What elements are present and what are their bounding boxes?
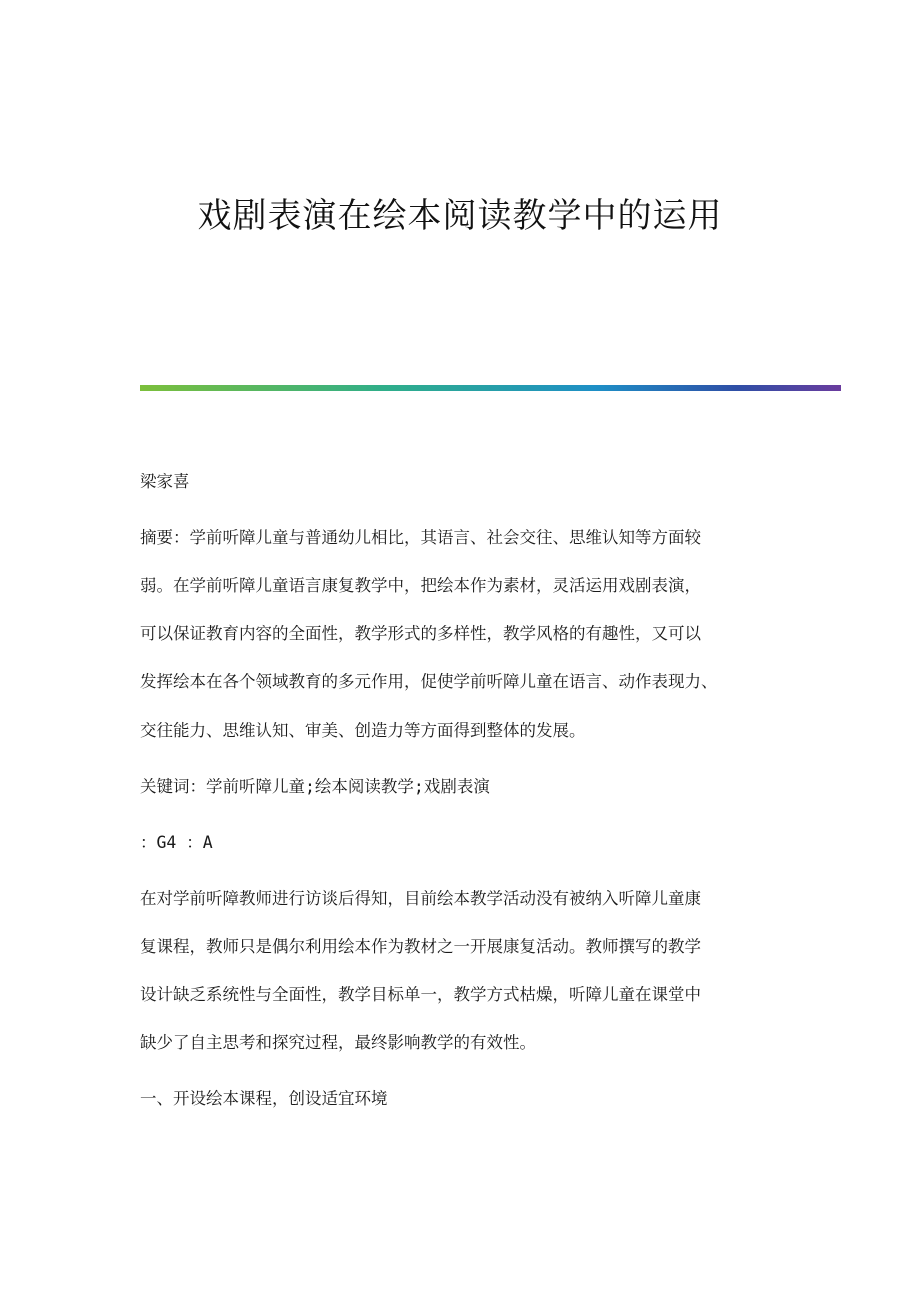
abstract-line: 弱。在学前听障儿童语言康复教学中，把绘本作为素材，灵活运用戏剧表演， (140, 576, 701, 595)
page-title: 戏剧表演在绘本阅读教学中的运用 (197, 196, 723, 236)
abstract-line: 交往能力、思维认知、审美、创造力等方面得到整体的发展。 (140, 721, 586, 740)
author-name: 梁家喜 (140, 472, 190, 491)
intro-line: 缺少了自主思考和探究过程，最终影响教学的有效性。 (140, 1033, 536, 1052)
abstract-line: 可以保证教育内容的全面性，教学形式的多样性，教学风格的有趣性，又可以 (140, 624, 701, 643)
abstract-line: 发挥绘本在各个领域教育的多元作用，促使学前听障儿童在语言、动作表现力、 (140, 672, 718, 691)
intro-line: 在对学前听障教师进行访谈后得知，目前绘本教学活动没有被纳入听障儿童康 (140, 889, 701, 908)
abstract-line: 摘要：学前听障儿童与普通幼儿相比，其语言、社会交往、思维认知等方面较 (140, 528, 701, 547)
keywords-line: 关键词：学前听障儿童;绘本阅读教学;戏剧表演 (140, 777, 490, 796)
title-divider (140, 385, 841, 391)
section-heading: 一、开设绘本课程，创设适宜环境 (140, 1089, 388, 1108)
intro-line: 复课程，教师只是偶尔利用绘本作为教材之一开展康复活动。教师撰写的教学 (140, 937, 701, 956)
classification-line: ：G4 ：A (140, 833, 213, 852)
intro-line: 设计缺乏系统性与全面性，教学目标单一，教学方式枯燥，听障儿童在课堂中 (140, 985, 701, 1004)
